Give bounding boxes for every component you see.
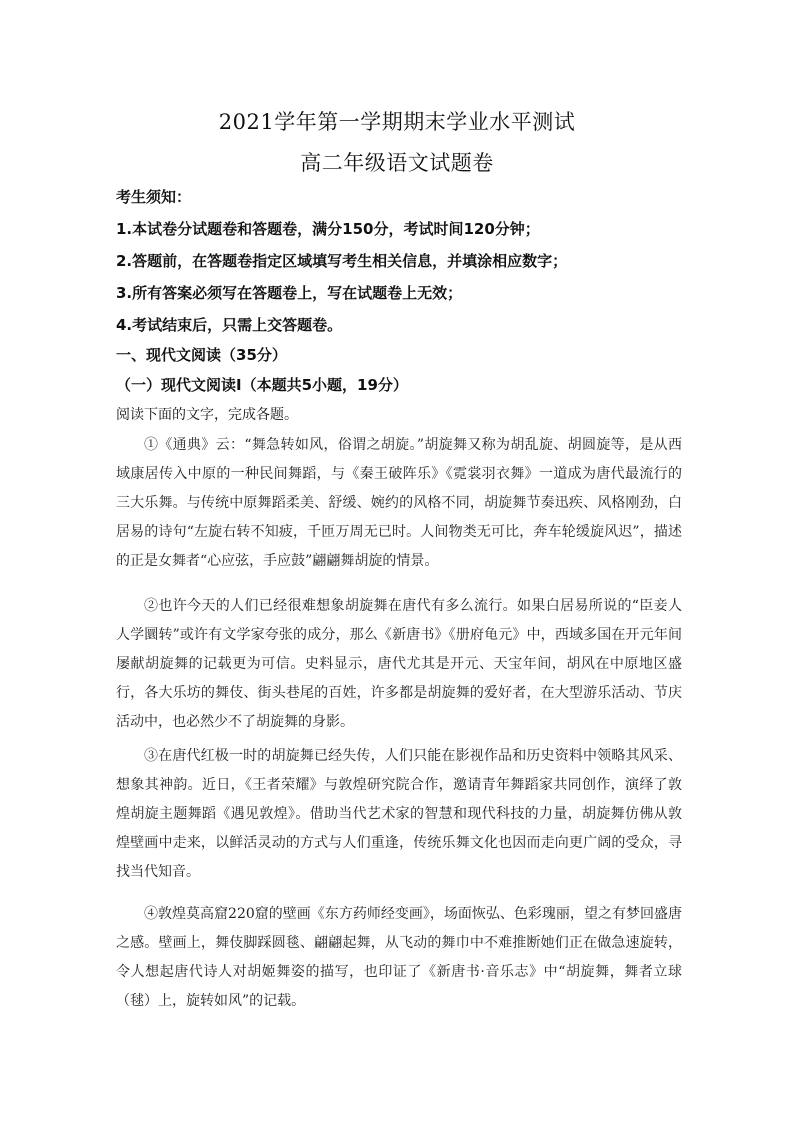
passage-paragraph-3: ③在唐代红极一时的胡旋舞已经失传，人们只能在影视作品和历史资料中领略其风采、想象其神韵。近日，《王者荣耀》与敦煌研究院合作，邀请青年舞蹈家共同创作，演绎了敦煌胡旋主题舞蹈《遇见敦煌》。借助当代艺术家的智慧和现代科技的力量，胡旋舞仿佛从敦煌壁画中走来，以鲜活灵动的方式与人们重逢，传统乐舞文化也因而走向更广阔的受众，寻找当代知音。 — [116, 748, 682, 880]
passage-paragraph-2: ②也许今天的人们已经很难想象胡旋舞在唐代有多么流行。如果白居易所说的“臣妾人人学圜转”或许有文学家夸张的成分，那么《新唐书》《册府龟元》中，西域多国在开元年间屡献胡旋舞的记载更为可信。史料显示，唐代尤其是开元、天宝年间，胡风在中原地区盛行，各大乐坊的舞伎、街头巷尾的百姓，许多都是胡旋舞的爱好者，在大型游乐活动、节庆活动中，也必然少不了胡旋舞的身影。 — [116, 598, 682, 730]
passage-paragraph-4: ④敦煌莫高窟220窟的壁画《东方药师经变画》，场面恢弘、色彩瑰丽，望之有梦回盛唐之感。壁画上，舞伎脚踩圆毯、翩翩起舞，从飞动的舞巾中不难推断她们正在做急速旋转，令人想起唐代诗人对胡姬舞姿的描写，也印证了《新唐书·音乐志》中“胡旋舞，舞者立球（毬）上，旋转如风”的记载。 — [116, 906, 682, 1009]
section-heading: 一、现代文阅读（35分） — [116, 346, 287, 364]
notice-item-4: 4.考试结束后，只需上交答题卷。 — [116, 316, 343, 334]
exam-title: 2021学年第一学期期末学业水平测试 — [218, 110, 576, 134]
passage-paragraph-1: ①《通典》云：“舞急转如风，俗谓之胡旋。”胡旋舞又称为胡乱旋、胡圆旋等，是从西域康居传入中原的一种民间舞蹈，与《秦王破阵乐》《霓裳羽衣舞》一道成为唐代最流行的三大乐舞。与传统中原舞蹈柔美、舒缓、婉约的风格不同，胡旋舞节奏迅疾、风格刚劲，白居易的诗句“左旋右转不知疲，千匝万周无已时。人间物类无可比，奔车轮缓旋风迟”，描述的正是女舞者“心应弦，手应鼓”翩翩舞胡旋的情景。 — [116, 437, 682, 569]
reading-instruction: 阅读下面的文字，完成各题。 — [116, 407, 298, 423]
notice-item-1: 1.本试卷分试题卷和答题卷，满分150分，考试时间120分钟； — [116, 220, 540, 238]
notice-item-3: 3.所有答案必须写在答题卷上，写在试题卷上无效； — [116, 284, 463, 302]
subsection-heading: （一）现代文阅读Ⅰ（本题共5小题，19分） — [116, 376, 408, 394]
exam-subtitle: 高二年级语文试题卷 — [300, 151, 494, 175]
notice-item-2: 2.答题前，在答题卷指定区域填写考生相关信息，并填涂相应数字； — [116, 252, 568, 270]
notice-heading: 考生须知： — [116, 188, 192, 206]
